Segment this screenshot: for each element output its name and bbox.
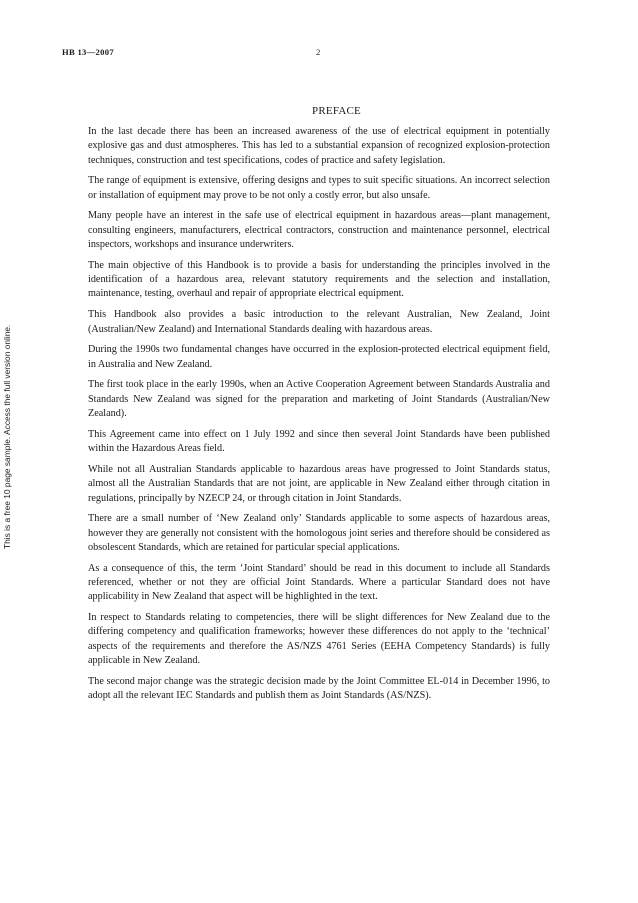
section-title: PREFACE [312, 105, 361, 117]
paragraph: As a consequence of this, the term ‘Joint Standard’ should be read in this document to include all Standards referenced, whether or not they are official Joint Standards. Where a particular Standard does not have applicability in New Zealand that aspect will be highlighted in the text. [88, 562, 550, 603]
paragraph: The second major change was the strategic decision made by the Joint Committee EL-014 in December 1996, to adopt all the relevant IEC Standards and publish them as Joint Standards (AS/NZS). [88, 675, 550, 702]
paragraph: This Agreement came into effect on 1 July 1992 and since then several Joint Standards have been published within the Hazardous Areas field. [88, 428, 550, 455]
paragraph: This Handbook also provides a basic introduction to the relevant Australian, New Zealand, Joint (Australian/New Zealand) and International Standards dealing with hazardous areas. [88, 309, 550, 335]
paragraph: While not all Australian Standards applicable to hazardous areas have progressed to Joint Standards status, almost all the Australian Standards that are not joint, are applicable in New Zealand either through citation in regulations, principally by NZECP 24, or through citation in Joint Standards. [88, 463, 550, 504]
paragraph: Many people have an interest in the safe use of electrical equipment in hazardous areas—plant management, consulting engineers, manufacturers, electrical contractors, construction and maintenance personnel, electrical inspectors, workshops and insurance underwriters. [88, 210, 550, 251]
paragraph: The first took place in the early 1990s, when an Active Cooperation Agreement between Standards Australia and Standards New Zealand was signed for the preparation and marketing of Joint Standards (Australian/New Zealand). [88, 379, 550, 420]
paragraph: During the 1990s two fundamental changes have occurred in the explosion-protected electrical equipment field, in Australia and New Zealand. [88, 344, 550, 370]
paragraph: The main objective of this Handbook is to provide a basis for understanding the principles involved in the identification of a hazardous area, relevant statutory requirements and the selection and installation, maintenance, testing, overhaul and repair of appropriate electrical equipment. [88, 259, 550, 300]
sample-notice: This is a free 10 page sample. Access the full version online. [2, 324, 12, 549]
document-body [88, 105, 550, 710]
paragraph: In respect to Standards relating to competencies, there will be slight differences for New Zealand due to the differing competency and qualification frameworks; however these differences do not apply to the ‘technical’ aspects of the requirements and therefore the AS/NZS 4761 Series (EEHA Competency Standards) is fully applicable in New Zealand. [88, 612, 550, 666]
page-header [62, 47, 562, 61]
document-id: HB 13—2007 [62, 47, 114, 57]
paragraph: In the last decade there has been an increased awareness of the use of electrical equipment in potentially explosive gas and dust atmospheres. This has led to a substantial expansion of recognized explosion-protection techniques, construction and test specifications, codes of practice and safety legislation. [88, 126, 550, 166]
page-number: 2 [316, 47, 321, 57]
paragraph: There are a small number of ‘New Zealand only’ Standards applicable to some aspects of hazardous areas, however they are generally not consistent with the homologous joint series and therefore should be considered as obsolescent Standards, which are retained for particular special applications. [88, 513, 550, 553]
paragraph: The range of equipment is extensive, offering designs and types to suit specific situations. An incorrect selection or installation of equipment may prove to be not only a costly error, but also unsafe. [88, 175, 550, 201]
